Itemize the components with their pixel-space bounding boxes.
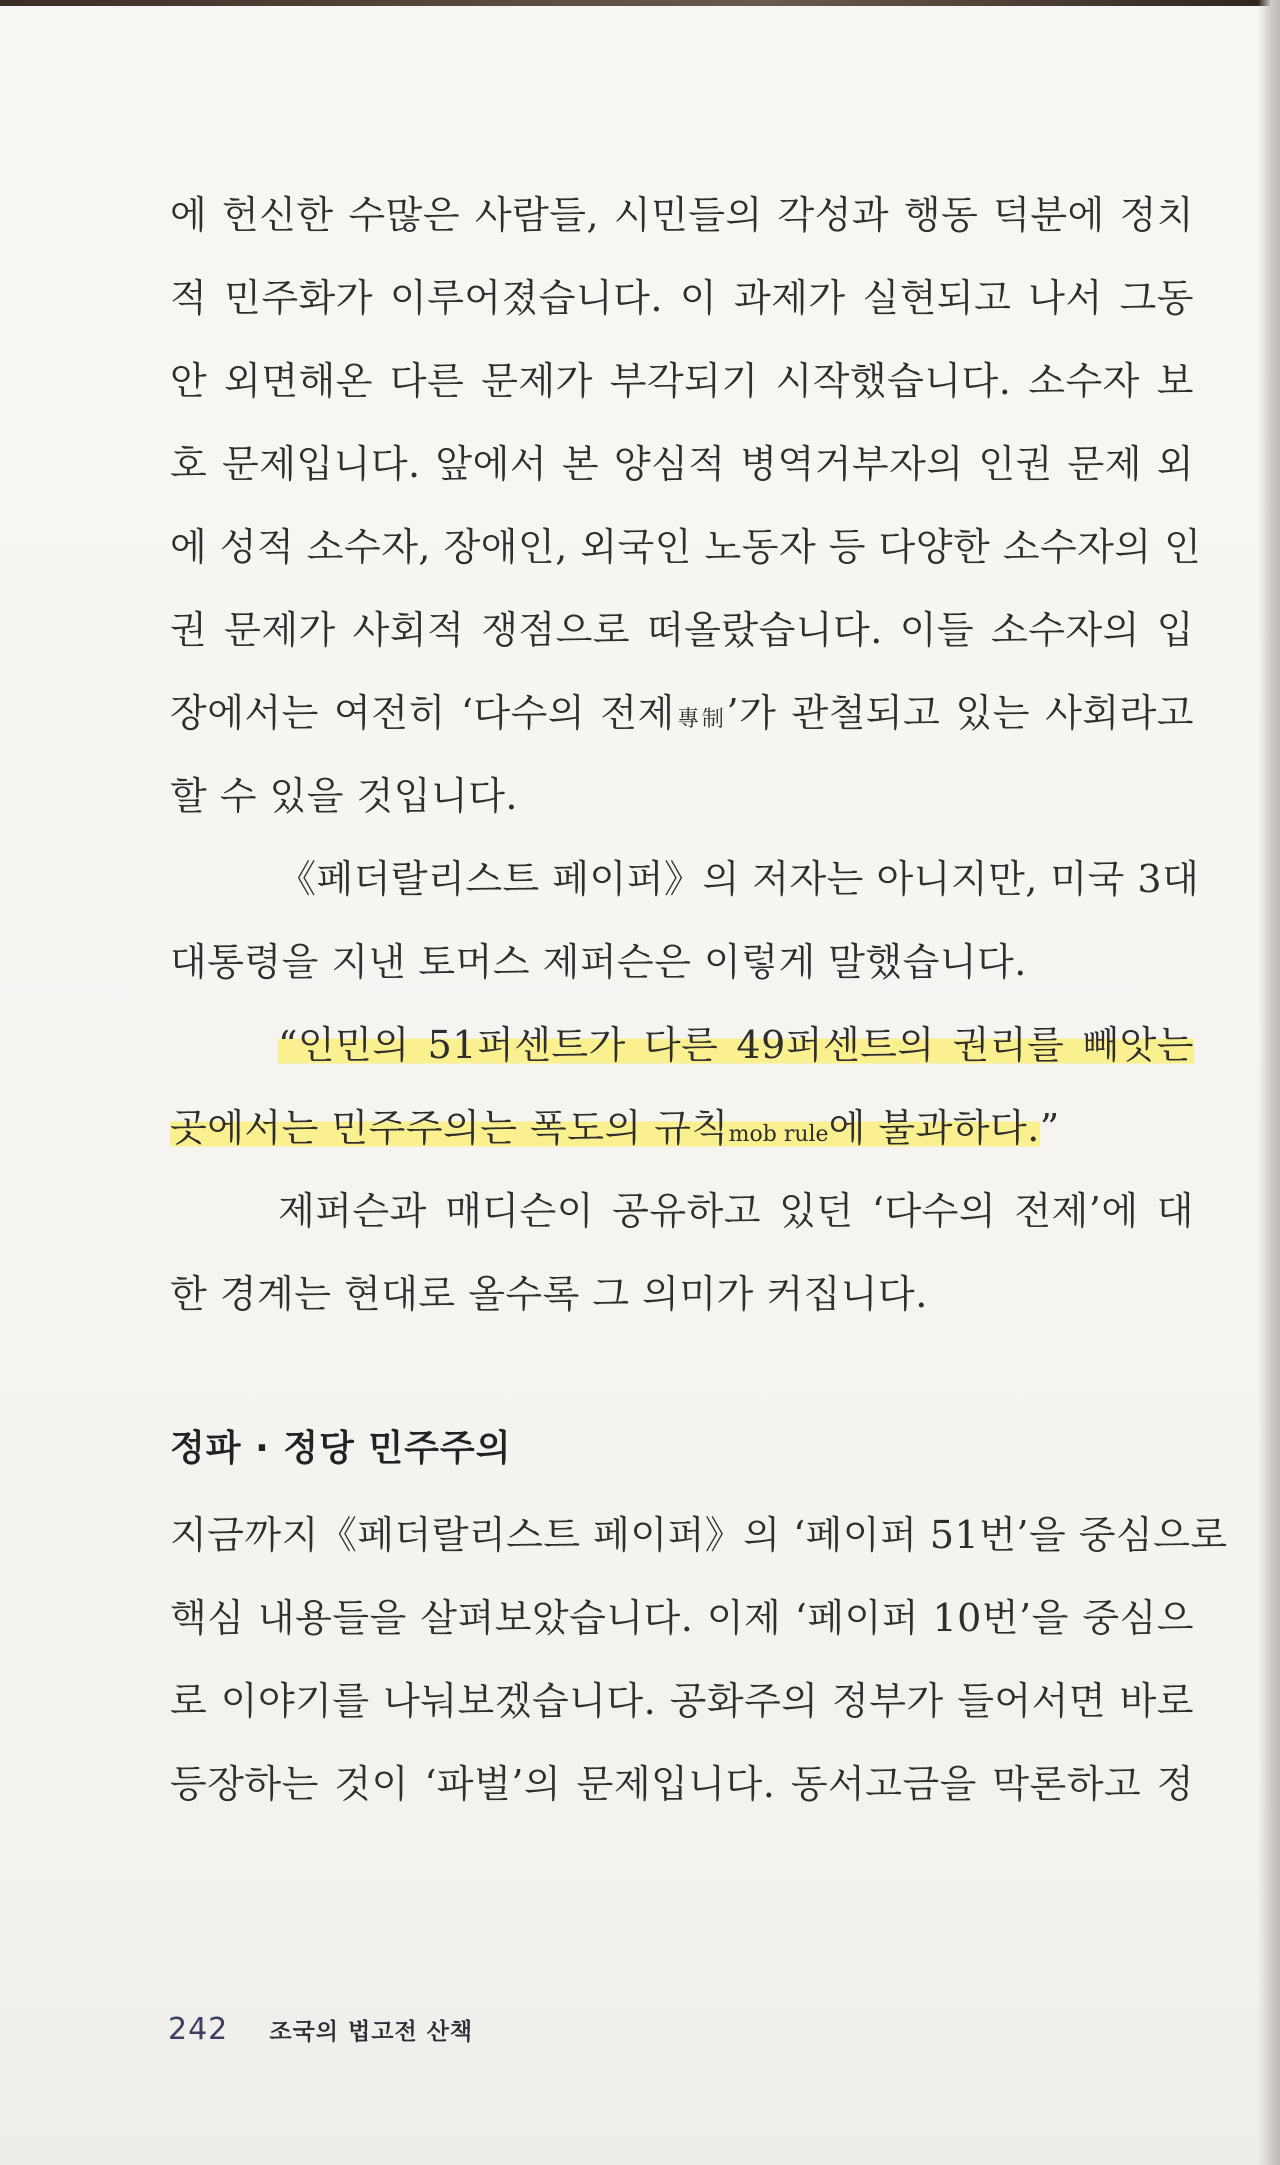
body-line: 에 헌신한 수많은 사람들, 시민들의 각성과 행동 덕분에 정치	[170, 193, 1194, 237]
body-line: 로 이야기를 나눠보겠습니다. 공화주의 정부가 들어서면 바로	[170, 1679, 1194, 1723]
body-line	[170, 672, 1194, 755]
quote-text: 에 불과하다.	[828, 1106, 1040, 1150]
hanja-annotation: 專制	[674, 707, 727, 732]
body-text: ’가 관철되고 있는 사회라고	[726, 691, 1194, 735]
body-line: 한 경계는 현대로 올수록 그 의미가 커집니다.	[170, 1272, 928, 1316]
body-line: 안 외면해온 다른 문제가 부각되기 시작했습니다. 소수자 보	[170, 359, 1194, 403]
body-line: 지금까지《페더랄리스트 페이퍼》의 ‘페이퍼 51번’을 중심으로	[170, 1513, 1228, 1557]
body-line: 제퍼슨과 매디슨이 공유하고 있던 ‘다수의 전제’에 대	[278, 1189, 1194, 1233]
page-footer	[168, 2012, 473, 2047]
page-right-edge-shadow	[1258, 0, 1280, 2165]
highlighted-quote-text	[170, 1106, 1040, 1150]
body-line: 할 수 있을 것입니다.	[170, 774, 518, 818]
quote-line	[170, 1004, 1194, 1087]
quote-text: 곳에서는 민주주의는 폭도의 규칙	[170, 1106, 729, 1150]
body-text: 장에서는 여전히 ‘다수의 전제	[170, 691, 675, 735]
body-line: 《페더랄리스트 페이퍼》의 저자는 아니지만, 미국 3대	[278, 857, 1200, 901]
paragraph-1	[170, 174, 1202, 1336]
closing-quote-mark: ”	[1039, 1106, 1060, 1150]
body-line: 대통령을 지낸 토머스 제퍼슨은 이렇게 말했습니다.	[170, 940, 1027, 984]
running-title: 조국의 법고전 산책	[269, 2019, 474, 2045]
quote-line	[170, 1087, 1194, 1170]
body-line: 호 문제입니다. 앞에서 본 양심적 병역거부자의 인권 문제 외	[170, 442, 1194, 486]
body-line: 등장하는 것이 ‘파벌’의 문제입니다. 동서고금을 막론하고 정	[170, 1762, 1194, 1806]
body-line: 권 문제가 사회적 쟁점으로 떠올랐습니다. 이들 소수자의 입	[170, 608, 1194, 652]
section-heading: 정파 · 정당 민주주의	[170, 1428, 512, 1469]
body-line: 에 성적 소수자, 장애인, 외국인 노동자 등 다양한 소수자의 인	[170, 525, 1202, 569]
english-annotation: mob rule	[728, 1122, 829, 1147]
highlighted-quote-text: “인민의 51퍼센트가 다른 49퍼센트의 권리를 빼앗는	[278, 1023, 1194, 1067]
body-line: 적 민주화가 이루어졌습니다. 이 과제가 실현되고 나서 그동	[170, 276, 1194, 320]
section-body	[170, 1494, 1228, 1826]
body-line: 핵심 내용들을 살펴보았습니다. 이제 ‘페이퍼 10번’을 중심으	[170, 1596, 1194, 1640]
page-number: 242	[168, 2012, 229, 2047]
page-top-edge	[0, 0, 1280, 6]
